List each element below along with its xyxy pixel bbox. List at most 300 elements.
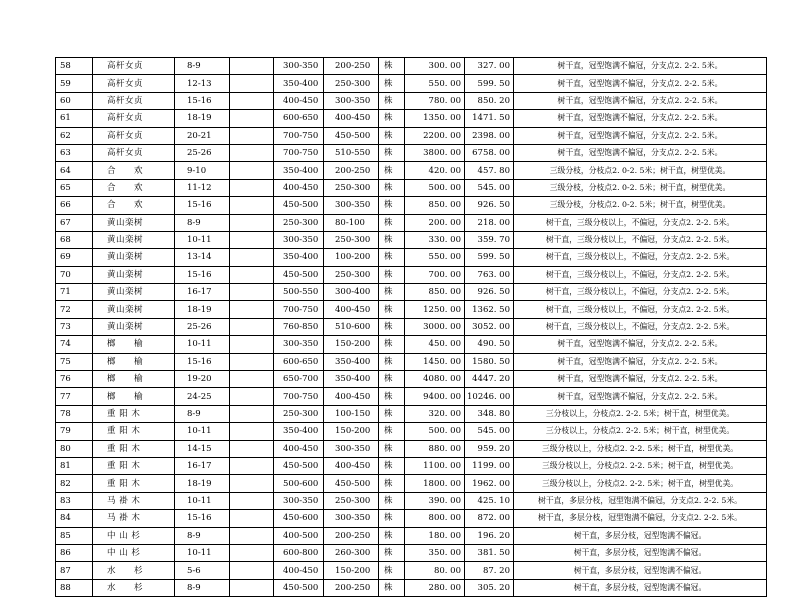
table-row bbox=[56, 318, 767, 335]
cell-blank bbox=[230, 266, 274, 283]
cell-no: 58 bbox=[56, 58, 93, 75]
cell-name: 马 褂 木 bbox=[93, 510, 175, 527]
cell-name: 高杆女贞 bbox=[93, 110, 175, 127]
cell-blank bbox=[230, 440, 274, 457]
table-row bbox=[56, 231, 767, 248]
cell-price: 320. 00 bbox=[405, 405, 465, 422]
cell-note: 树干直，三级分枝以上，不偏冠，分支点2. 2-2. 5米。 bbox=[514, 301, 767, 318]
table-body bbox=[56, 58, 767, 597]
cell-crown: 250-300 bbox=[324, 231, 379, 248]
table-row bbox=[56, 544, 767, 561]
cell-spec: 13-14 bbox=[175, 249, 230, 266]
cell-no: 74 bbox=[56, 336, 93, 353]
cell-no: 63 bbox=[56, 144, 93, 161]
cell-blank bbox=[230, 579, 274, 596]
cell-price: 500. 00 bbox=[405, 423, 465, 440]
table-row bbox=[56, 197, 767, 214]
cell-spec: 15-16 bbox=[175, 92, 230, 109]
cell-note: 树干直，冠型饱满不偏冠，分支点2. 2-2. 5米。 bbox=[514, 92, 767, 109]
cell-blank bbox=[230, 318, 274, 335]
cell-total: 850. 20 bbox=[465, 92, 514, 109]
cell-total: 599. 50 bbox=[465, 249, 514, 266]
cell-name: 榔 榆 bbox=[93, 353, 175, 370]
cell-total: 1362. 50 bbox=[465, 301, 514, 318]
cell-height: 400-450 bbox=[274, 562, 324, 579]
cell-unit: 株 bbox=[379, 336, 405, 353]
cell-height: 350-400 bbox=[274, 162, 324, 179]
cell-note: 树干直，冠型饱满不偏冠，分支点2. 2-2. 5米。 bbox=[514, 336, 767, 353]
cell-height: 760-850 bbox=[274, 318, 324, 335]
cell-no: 77 bbox=[56, 388, 93, 405]
cell-note: 树干直，多层分枝，冠型饱满不偏冠。 bbox=[514, 579, 767, 596]
cell-no: 86 bbox=[56, 544, 93, 561]
table-row bbox=[56, 249, 767, 266]
cell-name: 合 欢 bbox=[93, 197, 175, 214]
cell-note: 树干直，多层分枝，冠型饱满不偏冠，分支点2. 2-2. 5米。 bbox=[514, 492, 767, 509]
cell-height: 600-650 bbox=[274, 110, 324, 127]
cell-unit: 株 bbox=[379, 214, 405, 231]
cell-note: 树干直，冠型饱满不偏冠，分支点2. 2-2. 5米。 bbox=[514, 127, 767, 144]
cell-price: 450. 00 bbox=[405, 336, 465, 353]
cell-total: 1962. 00 bbox=[465, 475, 514, 492]
cell-no: 67 bbox=[56, 214, 93, 231]
cell-no: 84 bbox=[56, 510, 93, 527]
cell-blank bbox=[230, 92, 274, 109]
cell-note: 三级分枝，分枝点2. 0-2. 5米；树干直，树型优美。 bbox=[514, 197, 767, 214]
cell-crown: 200-250 bbox=[324, 579, 379, 596]
cell-spec: 8-9 bbox=[175, 579, 230, 596]
cell-price: 3800. 00 bbox=[405, 144, 465, 161]
cell-no: 80 bbox=[56, 440, 93, 457]
cell-unit: 株 bbox=[379, 266, 405, 283]
cell-unit: 株 bbox=[379, 544, 405, 561]
cell-name: 合 欢 bbox=[93, 162, 175, 179]
cell-crown: 450-500 bbox=[324, 475, 379, 492]
cell-total: 490. 50 bbox=[465, 336, 514, 353]
cell-no: 83 bbox=[56, 492, 93, 509]
cell-name: 黄山栾树 bbox=[93, 214, 175, 231]
cell-note: 三级分枝以上，分枝点2. 2-2. 5米；树干直，树型优美。 bbox=[514, 475, 767, 492]
cell-height: 500-600 bbox=[274, 475, 324, 492]
cell-height: 400-450 bbox=[274, 179, 324, 196]
cell-name: 马 褂 木 bbox=[93, 492, 175, 509]
cell-no: 87 bbox=[56, 562, 93, 579]
cell-price: 330. 00 bbox=[405, 231, 465, 248]
table-row bbox=[56, 579, 767, 596]
cell-price: 780. 00 bbox=[405, 92, 465, 109]
cell-name: 中 山 杉 bbox=[93, 527, 175, 544]
cell-unit: 株 bbox=[379, 162, 405, 179]
cell-no: 78 bbox=[56, 405, 93, 422]
table-row bbox=[56, 75, 767, 92]
cell-crown: 350-400 bbox=[324, 353, 379, 370]
cell-no: 75 bbox=[56, 353, 93, 370]
cell-crown: 400-450 bbox=[324, 110, 379, 127]
cell-crown: 300-350 bbox=[324, 440, 379, 457]
cell-no: 65 bbox=[56, 179, 93, 196]
table-row bbox=[56, 179, 767, 196]
table-row bbox=[56, 405, 767, 422]
cell-spec: 10-11 bbox=[175, 423, 230, 440]
cell-spec: 5-6 bbox=[175, 562, 230, 579]
cell-blank bbox=[230, 423, 274, 440]
cell-crown: 400-450 bbox=[324, 388, 379, 405]
cell-crown: 400-450 bbox=[324, 457, 379, 474]
cell-note: 树干直，冠型饱满不偏冠，分支点2. 2-2. 5米。 bbox=[514, 371, 767, 388]
cell-total: 327. 00 bbox=[465, 58, 514, 75]
cell-price: 1100. 00 bbox=[405, 457, 465, 474]
cell-blank bbox=[230, 475, 274, 492]
cell-total: 926. 50 bbox=[465, 197, 514, 214]
cell-note: 树干直，冠型饱满不偏冠，分支点2. 2-2. 5米。 bbox=[514, 110, 767, 127]
cell-crown: 300-350 bbox=[324, 92, 379, 109]
cell-note: 树干直，三级分枝以上，不偏冠，分支点2. 2-2. 5米。 bbox=[514, 284, 767, 301]
cell-note: 三级分枝以上，分枝点2. 2-2. 5米；树干直，树型优美。 bbox=[514, 457, 767, 474]
table-row bbox=[56, 527, 767, 544]
cell-unit: 株 bbox=[379, 318, 405, 335]
cell-name: 重 阳 木 bbox=[93, 440, 175, 457]
nursery-price-table bbox=[55, 57, 767, 597]
cell-note: 树干直，冠型饱满不偏冠，分支点2. 2-2. 5米。 bbox=[514, 75, 767, 92]
table-row bbox=[56, 336, 767, 353]
cell-unit: 株 bbox=[379, 58, 405, 75]
cell-name: 黄山栾树 bbox=[93, 249, 175, 266]
cell-price: 800. 00 bbox=[405, 510, 465, 527]
cell-height: 450-600 bbox=[274, 510, 324, 527]
cell-name: 重 阳 木 bbox=[93, 457, 175, 474]
cell-height: 450-500 bbox=[274, 457, 324, 474]
cell-crown: 100-200 bbox=[324, 249, 379, 266]
cell-total: 359. 70 bbox=[465, 231, 514, 248]
cell-price: 700. 00 bbox=[405, 266, 465, 283]
cell-no: 73 bbox=[56, 318, 93, 335]
cell-name: 榔 榆 bbox=[93, 336, 175, 353]
cell-total: 872. 00 bbox=[465, 510, 514, 527]
cell-height: 400-450 bbox=[274, 440, 324, 457]
cell-blank bbox=[230, 144, 274, 161]
cell-blank bbox=[230, 388, 274, 405]
cell-total: 457. 80 bbox=[465, 162, 514, 179]
cell-no: 68 bbox=[56, 231, 93, 248]
cell-price: 420. 00 bbox=[405, 162, 465, 179]
cell-price: 280. 00 bbox=[405, 579, 465, 596]
cell-blank bbox=[230, 197, 274, 214]
cell-spec: 10-11 bbox=[175, 544, 230, 561]
cell-unit: 株 bbox=[379, 231, 405, 248]
cell-price: 550. 00 bbox=[405, 249, 465, 266]
cell-price: 4080. 00 bbox=[405, 371, 465, 388]
cell-no: 88 bbox=[56, 579, 93, 596]
cell-spec: 11-12 bbox=[175, 179, 230, 196]
table-row bbox=[56, 440, 767, 457]
table-row bbox=[56, 371, 767, 388]
table-row bbox=[56, 353, 767, 370]
cell-spec: 18-19 bbox=[175, 475, 230, 492]
cell-crown: 300-350 bbox=[324, 197, 379, 214]
cell-note: 树干直，三级分枝以上，不偏冠，分支点2. 2-2. 5米。 bbox=[514, 318, 767, 335]
cell-spec: 12-13 bbox=[175, 75, 230, 92]
cell-height: 300-350 bbox=[274, 336, 324, 353]
cell-spec: 10-11 bbox=[175, 492, 230, 509]
cell-total: 305. 20 bbox=[465, 579, 514, 596]
cell-spec: 8-9 bbox=[175, 405, 230, 422]
cell-blank bbox=[230, 127, 274, 144]
cell-height: 500-550 bbox=[274, 284, 324, 301]
cell-total: 1199. 00 bbox=[465, 457, 514, 474]
cell-unit: 株 bbox=[379, 527, 405, 544]
cell-crown: 150-200 bbox=[324, 423, 379, 440]
cell-blank bbox=[230, 492, 274, 509]
cell-height: 300-350 bbox=[274, 492, 324, 509]
cell-total: 959. 20 bbox=[465, 440, 514, 457]
cell-total: 10246. 00 bbox=[465, 388, 514, 405]
cell-spec: 25-26 bbox=[175, 144, 230, 161]
cell-unit: 株 bbox=[379, 475, 405, 492]
cell-name: 高杆女贞 bbox=[93, 144, 175, 161]
cell-price: 850. 00 bbox=[405, 197, 465, 214]
cell-price: 180. 00 bbox=[405, 527, 465, 544]
cell-note: 树干直，冠型饱满不偏冠，分支点2. 2-2. 5米。 bbox=[514, 144, 767, 161]
cell-note: 树干直，多层分枝，冠型饱满不偏冠。 bbox=[514, 527, 767, 544]
cell-no: 85 bbox=[56, 527, 93, 544]
table-row bbox=[56, 492, 767, 509]
cell-note: 三级分枝，分枝点2. 0-2. 5米；树干直，树型优美。 bbox=[514, 179, 767, 196]
cell-price: 350. 00 bbox=[405, 544, 465, 561]
cell-price: 500. 00 bbox=[405, 179, 465, 196]
cell-name: 黄山栾树 bbox=[93, 318, 175, 335]
cell-total: 6758. 00 bbox=[465, 144, 514, 161]
cell-crown: 260-300 bbox=[324, 544, 379, 561]
cell-price: 2200. 00 bbox=[405, 127, 465, 144]
cell-height: 700-750 bbox=[274, 144, 324, 161]
cell-unit: 株 bbox=[379, 75, 405, 92]
cell-name: 重 阳 木 bbox=[93, 405, 175, 422]
cell-note: 三级分枝以上，分枝点2. 2-2. 5米；树干直，树型优美。 bbox=[514, 440, 767, 457]
cell-blank bbox=[230, 527, 274, 544]
cell-spec: 18-19 bbox=[175, 110, 230, 127]
cell-total: 545. 00 bbox=[465, 179, 514, 196]
cell-total: 926. 50 bbox=[465, 284, 514, 301]
cell-blank bbox=[230, 457, 274, 474]
cell-price: 300. 00 bbox=[405, 58, 465, 75]
cell-spec: 16-17 bbox=[175, 284, 230, 301]
cell-total: 1580. 50 bbox=[465, 353, 514, 370]
table-row bbox=[56, 423, 767, 440]
cell-height: 450-500 bbox=[274, 197, 324, 214]
cell-spec: 15-16 bbox=[175, 510, 230, 527]
cell-no: 72 bbox=[56, 301, 93, 318]
cell-unit: 株 bbox=[379, 144, 405, 161]
cell-height: 700-750 bbox=[274, 127, 324, 144]
table-row bbox=[56, 110, 767, 127]
cell-blank bbox=[230, 179, 274, 196]
cell-height: 350-400 bbox=[274, 249, 324, 266]
cell-note: 三级分枝，分枝点2. 0-2. 5米；树干直，树型优美。 bbox=[514, 162, 767, 179]
cell-price: 80. 00 bbox=[405, 562, 465, 579]
cell-height: 700-750 bbox=[274, 388, 324, 405]
cell-note: 树干直，三级分枝以上，不偏冠，分支点2. 2-2. 5米。 bbox=[514, 266, 767, 283]
cell-price: 850. 00 bbox=[405, 284, 465, 301]
cell-blank bbox=[230, 58, 274, 75]
cell-price: 550. 00 bbox=[405, 75, 465, 92]
cell-name: 黄山栾树 bbox=[93, 284, 175, 301]
cell-note: 树干直，多层分枝，冠型饱满不偏冠。 bbox=[514, 562, 767, 579]
cell-spec: 19-20 bbox=[175, 371, 230, 388]
table-row bbox=[56, 301, 767, 318]
cell-spec: 15-16 bbox=[175, 197, 230, 214]
table-row bbox=[56, 510, 767, 527]
cell-crown: 450-500 bbox=[324, 127, 379, 144]
cell-name: 水 杉 bbox=[93, 579, 175, 596]
cell-unit: 株 bbox=[379, 405, 405, 422]
cell-crown: 150-200 bbox=[324, 336, 379, 353]
table-row bbox=[56, 562, 767, 579]
cell-unit: 株 bbox=[379, 371, 405, 388]
cell-total: 348. 80 bbox=[465, 405, 514, 422]
cell-no: 81 bbox=[56, 457, 93, 474]
cell-price: 1800. 00 bbox=[405, 475, 465, 492]
cell-note: 三分枝以上，分枝点2. 2-2. 5米；树干直，树型优美。 bbox=[514, 405, 767, 422]
cell-blank bbox=[230, 75, 274, 92]
cell-height: 250-300 bbox=[274, 405, 324, 422]
cell-unit: 株 bbox=[379, 92, 405, 109]
cell-price: 200. 00 bbox=[405, 214, 465, 231]
cell-total: 545. 00 bbox=[465, 423, 514, 440]
cell-spec: 16-17 bbox=[175, 457, 230, 474]
cell-height: 300-350 bbox=[274, 231, 324, 248]
table-row bbox=[56, 475, 767, 492]
cell-no: 69 bbox=[56, 249, 93, 266]
cell-price: 9400. 00 bbox=[405, 388, 465, 405]
cell-spec: 14-15 bbox=[175, 440, 230, 457]
cell-price: 1250. 00 bbox=[405, 301, 465, 318]
cell-name: 黄山栾树 bbox=[93, 231, 175, 248]
cell-height: 450-500 bbox=[274, 579, 324, 596]
table-row bbox=[56, 144, 767, 161]
table-row bbox=[56, 266, 767, 283]
cell-crown: 250-300 bbox=[324, 75, 379, 92]
cell-note: 树干直，冠型饱满不偏冠，分支点2. 2-2. 5米。 bbox=[514, 58, 767, 75]
cell-blank bbox=[230, 562, 274, 579]
table-row bbox=[56, 457, 767, 474]
cell-no: 70 bbox=[56, 266, 93, 283]
cell-spec: 20-21 bbox=[175, 127, 230, 144]
cell-crown: 150-200 bbox=[324, 562, 379, 579]
cell-name: 重 阳 木 bbox=[93, 475, 175, 492]
cell-crown: 100-150 bbox=[324, 405, 379, 422]
cell-no: 82 bbox=[56, 475, 93, 492]
cell-note: 树干直，三级分枝以上，不偏冠，分支点2. 2-2. 5米。 bbox=[514, 231, 767, 248]
table-row bbox=[56, 92, 767, 109]
cell-spec: 18-19 bbox=[175, 301, 230, 318]
cell-spec: 24-25 bbox=[175, 388, 230, 405]
cell-name: 榔 榆 bbox=[93, 388, 175, 405]
cell-name: 中 山 杉 bbox=[93, 544, 175, 561]
cell-note: 树干直，冠型饱满不偏冠，分支点2. 2-2. 5米。 bbox=[514, 353, 767, 370]
table-row bbox=[56, 58, 767, 75]
cell-spec: 25-26 bbox=[175, 318, 230, 335]
cell-height: 700-750 bbox=[274, 301, 324, 318]
cell-unit: 株 bbox=[379, 284, 405, 301]
table-row bbox=[56, 162, 767, 179]
cell-total: 218. 00 bbox=[465, 214, 514, 231]
cell-price: 1350. 00 bbox=[405, 110, 465, 127]
cell-note: 树干直，三级分枝以上，不偏冠，分支点2. 2-2. 5米。 bbox=[514, 249, 767, 266]
cell-total: 763. 00 bbox=[465, 266, 514, 283]
cell-total: 4447. 20 bbox=[465, 371, 514, 388]
cell-price: 880. 00 bbox=[405, 440, 465, 457]
cell-note: 树干直，冠型饱满不偏冠，分支点2. 2-2. 5米。 bbox=[514, 388, 767, 405]
cell-total: 2398. 00 bbox=[465, 127, 514, 144]
cell-blank bbox=[230, 510, 274, 527]
cell-crown: 400-450 bbox=[324, 301, 379, 318]
table-row bbox=[56, 214, 767, 231]
cell-blank bbox=[230, 353, 274, 370]
cell-unit: 株 bbox=[379, 249, 405, 266]
cell-price: 3000. 00 bbox=[405, 318, 465, 335]
cell-spec: 8-9 bbox=[175, 214, 230, 231]
table-row bbox=[56, 388, 767, 405]
table-row bbox=[56, 284, 767, 301]
cell-blank bbox=[230, 405, 274, 422]
cell-crown: 200-250 bbox=[324, 162, 379, 179]
cell-total: 599. 50 bbox=[465, 75, 514, 92]
cell-spec: 10-11 bbox=[175, 336, 230, 353]
cell-total: 381. 50 bbox=[465, 544, 514, 561]
cell-crown: 200-250 bbox=[324, 527, 379, 544]
cell-unit: 株 bbox=[379, 562, 405, 579]
cell-crown: 80-100 bbox=[324, 214, 379, 231]
cell-unit: 株 bbox=[379, 457, 405, 474]
cell-no: 64 bbox=[56, 162, 93, 179]
cell-name: 高杆女贞 bbox=[93, 58, 175, 75]
cell-no: 61 bbox=[56, 110, 93, 127]
cell-unit: 株 bbox=[379, 301, 405, 318]
cell-spec: 9-10 bbox=[175, 162, 230, 179]
cell-price: 390. 00 bbox=[405, 492, 465, 509]
cell-unit: 株 bbox=[379, 388, 405, 405]
cell-name: 合 欢 bbox=[93, 179, 175, 196]
cell-unit: 株 bbox=[379, 110, 405, 127]
cell-total: 87. 20 bbox=[465, 562, 514, 579]
cell-unit: 株 bbox=[379, 353, 405, 370]
cell-unit: 株 bbox=[379, 440, 405, 457]
cell-blank bbox=[230, 214, 274, 231]
cell-no: 59 bbox=[56, 75, 93, 92]
cell-unit: 株 bbox=[379, 423, 405, 440]
cell-height: 350-400 bbox=[274, 423, 324, 440]
cell-blank bbox=[230, 284, 274, 301]
cell-name: 高杆女贞 bbox=[93, 75, 175, 92]
cell-crown: 250-300 bbox=[324, 266, 379, 283]
cell-blank bbox=[230, 231, 274, 248]
cell-height: 650-700 bbox=[274, 371, 324, 388]
cell-total: 1471. 50 bbox=[465, 110, 514, 127]
cell-height: 350-400 bbox=[274, 75, 324, 92]
cell-height: 300-350 bbox=[274, 58, 324, 75]
cell-crown: 250-300 bbox=[324, 492, 379, 509]
cell-blank bbox=[230, 249, 274, 266]
cell-total: 3052. 00 bbox=[465, 318, 514, 335]
cell-crown: 200-250 bbox=[324, 58, 379, 75]
cell-unit: 株 bbox=[379, 197, 405, 214]
cell-blank bbox=[230, 544, 274, 561]
cell-crown: 350-400 bbox=[324, 371, 379, 388]
cell-crown: 300-350 bbox=[324, 510, 379, 527]
cell-name: 高杆女贞 bbox=[93, 92, 175, 109]
cell-no: 79 bbox=[56, 423, 93, 440]
cell-note: 树干直，多层分枝，冠型饱满不偏冠。 bbox=[514, 544, 767, 561]
